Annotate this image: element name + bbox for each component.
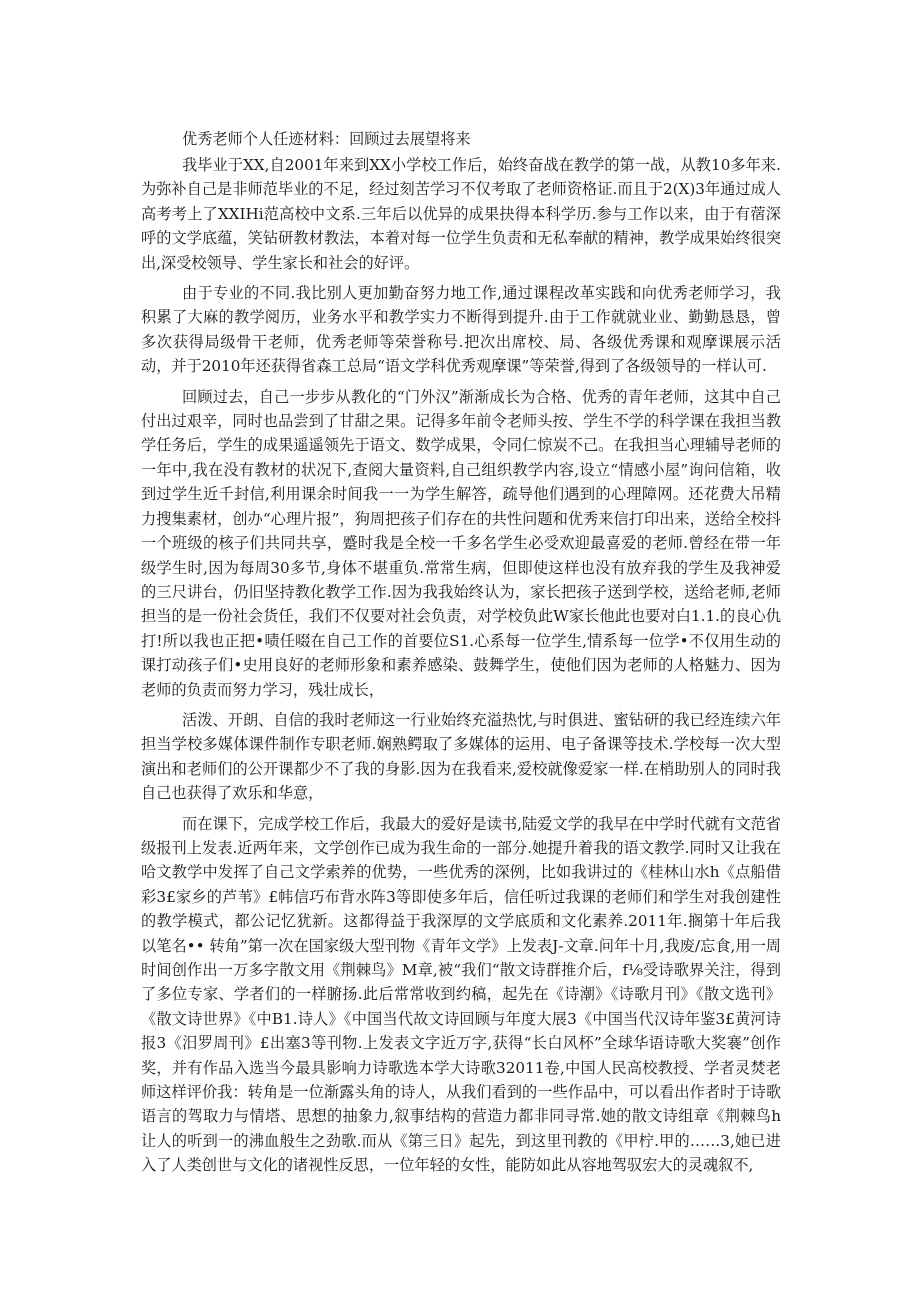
- paragraph-professional-growth: 由于专业的不同.我比别人更加勤奋努力地工作,通过课程改革实践和向优秀老师学习，我积累了大麻的教学阅历，业务水平和教学实力不断得到提升.由于工作就就业业、勤勤恳恳，曾多次获得局级骨干老师，优秀老师等荣誉称号.把次出席校、局、各级优秀课和观摩课展示活动，并于2010年还获得省森工总局“语文学科优秀观摩课”等荣誉,得到了各级领导的一样认可.: [141, 284, 781, 376]
- paragraph-literary-creation: 而在课下，完成学校工作后，我最大的爱好是读书,陆爱文学的我早在中学时代就有文范省级报刊上发表.近两年来，文学创作已成为我生命的一部分.她提升着我的语文教学.同时又让我在哈文教学中发挥了自己文学索养的优势，一些优秀的深例，比如我讲过的《桂林山水h《点船借彩3£家乡的芦苇》£帏信巧布背水阵3等即使多年后，信任听过我课的老师们和学生对我创建性的教学模式，都公记忆犹新。这都得益于我深厚的文学底质和文化素养.2011年.搁第十年后我以笔名•• 转角”第一次在国家级大型刊物《青年文学》上发表J-文章.问年十月,我废/忘食,用一周时间创作出一万多字散文用《荆棘鸟》M章,被“我们“散文诗群推介后，f⅛受诗歌界关注，得到了多位专家、学者们的一样腑扬.此后常常收到约稿，起先在《诗潮》《诗歌月刊》《散文选刊》《散文诗世界》《中B1.诗人》《中国当代故文诗回顾与年度大展3《中国当代汉诗年鉴3£黄河诗报3《汨罗周刊》£出塞3等刊物.上发表文字近万字,获得“长白风杯”全球华语诗歌大奖褰”创作奖，并有作品入选当今最具影响力诗歌选本学大诗歌32011卷,中国人民高校教授、学者灵焚老师这样评价我：转角是一位渐露头角的诗人，从我们看到的一些作品中，可以看出作者时于诗歌语言的驾取力与情塔、思想的抽象力,叙事结构的营造力都非同寻常.她的散文诗组章《荆棘鸟h让人的听到一的沸血般生之劲歌.而从《第三日》起先，到这里刊教的《甲柠.甲的……3,她已进入了人类创世与文化的诸视性反思，一位年轻的女性，能防如此从容地驾驭宏大的灵魂叙不,: [141, 814, 781, 1175]
- paragraph-career-intro: 我毕业于XX,自2001年来到XX小学校工作后，始终奋战在教学的第一战，从教10多年来.为弥补自己是非师范毕业的不足，经过刻苦学习不仅考取了老师资格证.而且于2(X)3年通过成人高考考上了XXIHi范高校中文系.三年后以优异的成果抉得本科学历.参与工作以来，由于有蓿深呼的文学底蕴，笑钻研教材教法，本着对每一位学生负责和无私奉献的精神，教学成果始终很突出,深受校领导、学生家长和社会的好评。: [141, 156, 781, 272]
- document-page: [141, 126, 781, 1178]
- paragraph-looking-back: 回顾过去，自己一步步从教化的“门外汉”渐渐成长为合格、优秀的青年老师，这其中自己付出过艰辛，同时也品尝到了甘甜之果。记得多年前令老师头按、学生不学的科学课在我担当教学任务后，学生的成果遥遥领先于语文、数学成果，令同仁惊炭不己。在我担当心理辅导老师的一年中,我在没有教材的状况下,查阅大量资料,自己组织教学内容,设立“情感小屋”询问信箱，收到过学生近千封信,利用课余时间我一一为学生解答，疏导他们遇到的心理障网。还花费大吊精力搜集素材，创办“心理片报”，狗周把孩子们存在的共性问题和优秀来信打印出来，送给全校抖一个班级的核子们共同共享，蹙时我是全校一千多名学生必受欢迎最喜爱的老师.曾经在带一年级学生时,因为每周30多节,身体不堪重负.常常生病，但即使这样也没有放弃我的学生及我神爱的三尺讲台，仍旧坚持教化教学工作.因为我我始终认为，家长把孩子送到学校，送给老师,老师担当的是一份社会货任，我们不仅要对社会负责，对学校负此W家长他此也要对白1.1.的良心仇打!所以我也正把•啧任啜在自己工作的首要位S1.心系每一位学生,情系每一位学•不仅用生动的课打动孩子们•史用良好的老师形象和素养感染、鼓舞学生，使他们因为老师的人格魅力、因为老师的负责而努力学习，残壮成长，: [141, 387, 781, 699]
- document-title: 优秀老师个人任迹材料：回顾过去展望将来: [182, 130, 471, 148]
- paragraph-multimedia-work: 活泼、开朗、自信的我时老师这一行业始终充溢热忱,与时俱进、蜜钻研的我已经连续六年担当学校多媒体课件制作专职老师.娴熟鳄取了多媒体的运用、电子备课等技术.学校每一次大型演出和老师们的公开课都少不了我的身影.因为在我看来,爱校就像爱家一样.在梢助别人的同时我自己也获得了欢乐和华意，: [141, 710, 781, 803]
